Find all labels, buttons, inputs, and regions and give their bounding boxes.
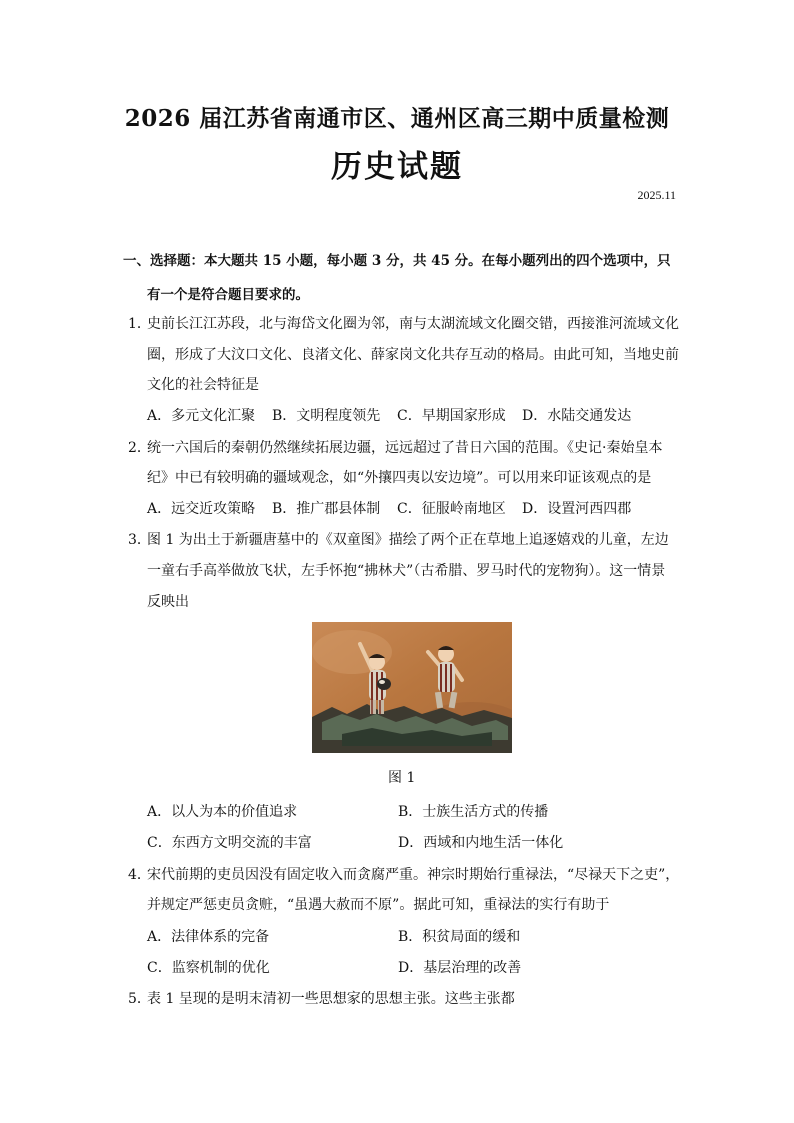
exam-title: 2026 届江苏省南通市区、通州区高三期中质量检测	[124, 105, 670, 132]
question-4-number: 4．	[128, 867, 151, 883]
question-3-line: 一童右手高举做放飞状，左手怀抱“拂林犬”（古希腊、罗马时代的宠物狗）。这一情景	[147, 563, 666, 579]
question-3-line: 图 1 为出土于新疆唐墓中的《双童图》描绘了两个正在草地上追逐嬉戏的儿童，左边	[147, 532, 669, 548]
question-3-option-b[interactable]: B．士族生活方式的传播	[398, 804, 549, 820]
question-3-option-c[interactable]: C．东西方文明交流的丰富	[147, 835, 312, 851]
question-3-line: 反映出	[147, 594, 189, 610]
exam-date: 2025.11	[637, 188, 676, 202]
question-2-option-b[interactable]: B．推广郡县体制	[272, 501, 381, 517]
question-4-line: 宋代前期的吏员因没有固定收入而贪腐严重。神宗时期始行重禄法，“尽禄天下之吏”，	[147, 867, 680, 883]
question-1-number: 1．	[128, 316, 151, 332]
question-4-option-c[interactable]: C．监察机制的优化	[147, 960, 270, 976]
question-3-option-a[interactable]: A．以人为本的价值追求	[147, 804, 298, 820]
question-1-option-d[interactable]: D．水陆交通发达	[522, 408, 632, 424]
question-3-number: 3．	[128, 532, 151, 548]
figure-1-caption: 图 1	[388, 770, 416, 786]
question-4-option-a[interactable]: A．法律体系的完备	[147, 929, 270, 945]
question-4-option-b[interactable]: B．积贫局面的缓和	[398, 929, 521, 945]
question-5-number: 5．	[128, 991, 151, 1007]
question-1-line: 史前长江江苏段，北与海岱文化圈为邻，南与太湖流域文化圈交错，西接淮河流域文化	[147, 316, 679, 332]
question-1-option-b[interactable]: B．文明程度领先	[272, 408, 381, 424]
subject-title: 历史试题	[331, 149, 463, 185]
question-1-option-a[interactable]: A．多元文化汇聚	[147, 408, 256, 424]
question-2-line: 统一六国后的秦朝仍然继续拓展边疆，远远超过了昔日六国的范围。《史记·秦始皇本	[147, 440, 663, 456]
question-2-line: 纪》中已有较明确的疆域观念，如“外攘四夷以安边境”。可以用来印证该观点的是	[147, 470, 652, 486]
question-2-number: 2．	[128, 440, 151, 456]
question-4-option-d[interactable]: D．基层治理的改善	[398, 960, 522, 976]
question-2-option-a[interactable]: A．远交近攻策略	[147, 501, 256, 517]
twin-children-painting	[312, 622, 512, 753]
question-4-line: 并规定严惩吏员贪赃，“虽遇大赦而不原”。据此可知，重禄法的实行有助于	[147, 897, 610, 913]
question-1-line: 文化的社会特征是	[147, 377, 259, 393]
question-2-option-c[interactable]: C．征服岭南地区	[397, 501, 506, 517]
section-heading-line2: 有一个是符合题目要求的。	[147, 287, 309, 303]
question-2-option-d[interactable]: D．设置河西四郡	[522, 501, 632, 517]
question-1-line: 圈，形成了大汶口文化、良渚文化、薛家岗文化共存互动的格局。由此可知，当地史前	[147, 347, 679, 363]
question-5-line: 表 1 呈现的是明末清初一些思想家的思想主张。这些主张都	[147, 991, 515, 1007]
question-3-option-d[interactable]: D．西域和内地生活一体化	[398, 835, 564, 851]
section-heading-line1: 一、选择题：本大题共 15 小题，每小题 3 分，共 45 分。在每小题列出的四个选项中，只	[123, 253, 671, 269]
question-1-option-c[interactable]: C．早期国家形成	[397, 408, 506, 424]
